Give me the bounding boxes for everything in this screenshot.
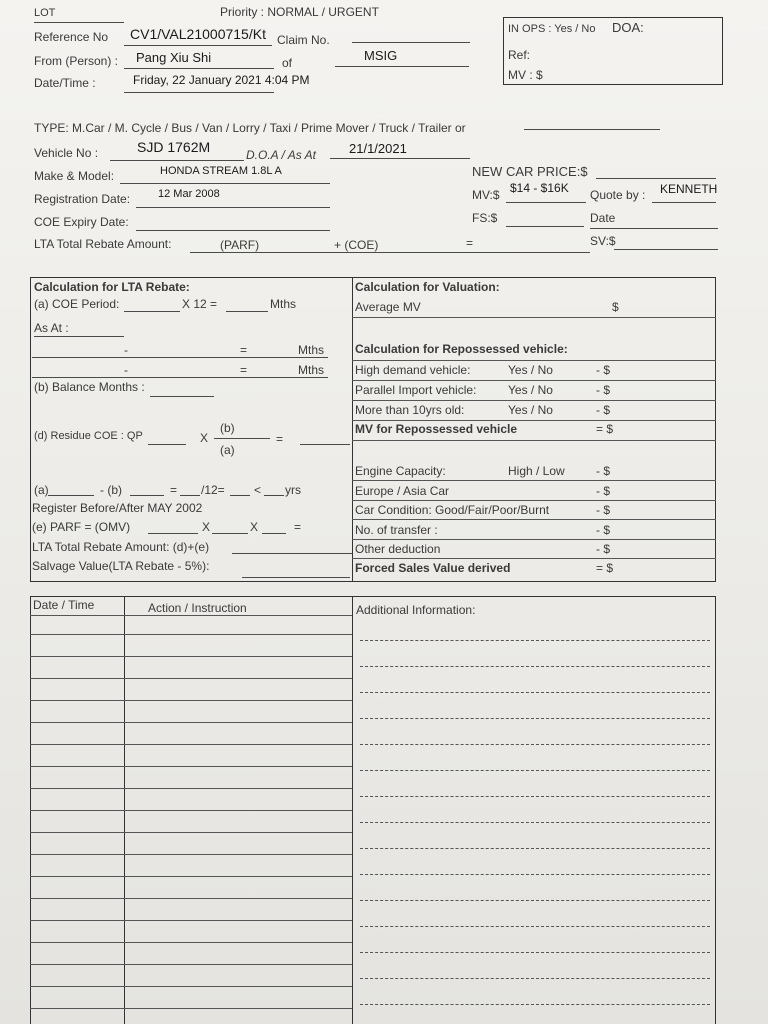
residue-result-line [300,444,350,445]
deduct-row-label: Other deduction [355,542,441,556]
log-line [30,876,352,877]
info-line [360,744,710,745]
repo-row-line [352,400,716,401]
mv-price-label: MV:$ [472,188,500,202]
log-action-header: Action / Instruction [148,601,247,615]
mv-price-value: $14 - $16K [510,181,569,195]
average-mv-line [352,317,716,318]
deduct-row-line [352,539,716,540]
priority-label: Priority : NORMAL / URGENT [220,5,379,19]
mths-label-3: Mths [298,363,325,377]
log-line [30,832,352,833]
of-value: MSIG [364,48,398,63]
lta-total-label: LTA Total Rebate Amount: (d)+(e) [32,540,210,554]
info-line [360,666,710,667]
parf-line-2 [212,533,248,534]
repo-row-yn: Yes / No [508,363,553,377]
sv-label: SV:$ [590,234,616,248]
years-c-line [180,495,200,496]
sv-line [614,249,718,250]
lta-total-line [232,553,352,554]
datetime-label: Date/Time : [34,76,96,90]
lta-equals: = [466,236,474,250]
years-c: = [170,483,178,497]
info-line [360,640,710,641]
years-a: (a) [34,483,49,497]
log-date-header: Date / Time [33,598,95,612]
mv-repo-line [352,440,716,441]
info-line [360,770,710,771]
eq-4: = [294,520,302,534]
make-value: HONDA STREAM 1.8L A [160,165,282,177]
info-line [360,978,710,979]
quote-line [652,202,716,203]
reference-value: CV1/VAL21000715/Kt [130,26,266,42]
from-label: From (Person) : [34,54,119,68]
info-line [360,874,710,875]
calc-divider [352,277,353,582]
deduct-row-label: No. of transfer : [355,523,438,537]
mths-label-2: Mths [298,343,325,357]
deduct-row-sign: - $ [596,503,611,517]
log-header-line [30,615,352,616]
x-label-2: X [202,520,211,534]
doa-asat-value: 21/1/2021 [349,141,407,156]
eq-2: = [240,363,248,377]
doa-asat-label: D.O.A / As At [246,148,317,162]
log-line [30,1008,352,1009]
reference-label: Reference No [34,30,109,44]
type-other-line [524,129,660,130]
log-line [30,810,352,811]
parf-label: (PARF) [220,238,260,252]
new-car-price-label: NEW CAR PRICE:$ [472,164,588,179]
info-line [360,926,710,927]
parf-calc-label: (e) PARF = (OMV) [32,520,131,534]
lot-label: LOT [34,7,56,19]
log-line [30,898,352,899]
mv-label: MV : $ [508,68,543,82]
lot-line [34,22,124,23]
quote-value: KENNETH [660,182,718,196]
as-at-row-line-1 [32,357,328,358]
dash-2: - [124,363,128,377]
log-line [30,656,352,657]
years-b-line [130,495,164,496]
valuation-title: Calculation for Valuation: [355,280,500,294]
lta-line [190,252,590,253]
datetime-line [124,92,274,93]
average-mv-label: Average MV [355,300,421,314]
info-line [360,952,710,953]
deduct-row-sign: - $ [596,484,611,498]
balance-label: (b) Balance Months : [34,380,145,394]
from-line [124,68,274,69]
ref-label: Ref: [508,48,531,62]
deduct-row-sign: - $ [596,523,611,537]
coe-line [136,230,330,231]
salvage-label: Salvage Value(LTA Rebate - 5%): [32,559,210,573]
mv-repo-label: MV for Repossessed vehicle [355,422,518,436]
coe-plus-label: + (COE) [334,238,379,252]
x12-label: X 12 = [182,297,218,311]
average-mv-dollar: $ [612,300,619,314]
log-line [30,722,352,723]
reg-value: 12 Mar 2008 [158,188,220,200]
x12-line [226,311,268,312]
eq-1: = [240,343,248,357]
lta-label: LTA Total Rebate Amount: [34,237,172,251]
coe-label: COE Expiry Date: [34,215,129,229]
new-car-price-line [596,178,716,179]
info-line [360,1004,710,1005]
residue-label: (d) Residue COE : QP [34,430,143,442]
mv-price-line [506,202,586,203]
from-value: Pang Xiu Shi [136,50,212,65]
balance-line [150,396,214,397]
log-divider-2 [352,596,353,1024]
log-line [30,854,352,855]
of-label: of [282,56,293,70]
info-line [360,848,710,849]
coe-period-label: (a) COE Period: [34,297,120,311]
repo-row-line [352,420,716,421]
log-line [30,634,352,635]
info-line [360,796,710,797]
salvage-line [242,577,350,578]
log-line [30,744,352,745]
deduct-row-line [352,558,716,559]
repo-row-sign: - $ [596,363,611,377]
type-line: TYPE: M.Car / M. Cycle / Bus / Van / Lorry / Taxi / Prime Mover / Truck / Trailer or [34,121,466,135]
parf-line-1 [148,533,198,534]
forced-label: Forced Sales Value derived [355,561,511,575]
lta-title: Calculation for LTA Rebate: [34,280,190,294]
vehicle-no-value: SJD 1762M [137,139,211,155]
log-line [30,942,352,943]
years-d-line [230,495,250,496]
repo-row-label: High demand vehicle: [355,363,471,377]
repo-row-label: More than 10yrs old: [355,403,465,417]
years-f: yrs [285,483,301,497]
fs-label: FS:$ [472,211,498,225]
years-a-line [48,495,94,496]
mths-label-1: Mths [270,297,297,311]
x-label-1: X [200,431,209,445]
years-b: - (b) [100,483,122,497]
reference-line [124,45,272,46]
years-d: /12= [201,483,225,497]
vehicle-no-line [110,160,244,161]
repo-row-sign: - $ [596,403,611,417]
qp-line [148,444,186,445]
years-e-line [264,495,284,496]
frac-bottom: (a) [220,443,235,457]
quote-label: Quote by : [590,188,646,202]
repo-row-yn: Yes / No [508,403,553,417]
log-line [30,700,352,701]
repo-row-label: Parallel Import vehicle: [355,383,477,397]
vehicle-no-label: Vehicle No : [34,146,99,160]
dash-1: - [124,343,128,357]
reg-label: Registration Date: [34,192,131,206]
frac-top: (b) [220,421,235,435]
datetime-value: Friday, 22 January 2021 4:04 PM [133,73,310,87]
frac-line [214,438,270,439]
parf-line-3 [262,533,286,534]
date-label: Date [590,211,616,225]
repo-row-sign: - $ [596,383,611,397]
info-line [360,900,710,901]
deduct-row-label: Europe / Asia Car [355,484,450,498]
log-line [30,766,352,767]
deduct-row-sign: - $ [596,542,611,556]
mv-repo-sign: = $ [596,422,614,436]
deduct-row-line [352,500,716,501]
deduct-row-label: Engine Capacity: [355,464,446,478]
info-line [360,822,710,823]
repo-row-yn: Yes / No [508,383,553,397]
deduct-row-label: Car Condition: Good/Fair/Poor/Burnt [355,503,550,517]
as-at-line [34,336,124,337]
log-line [30,986,352,987]
claim-line [352,42,470,43]
repo-row-line [352,380,716,381]
repo-title: Calculation for Repossessed vehicle: [355,342,568,356]
log-line [30,678,352,679]
as-at-row-line-2 [32,377,328,378]
fs-line [506,226,584,227]
log-line [30,788,352,789]
deduct-row-line [352,480,716,481]
make-line [120,183,330,184]
doa-line [330,158,470,159]
date-line [590,228,718,229]
info-line [360,718,710,719]
reg-line [136,207,330,208]
repo-row-top [352,360,716,361]
doa-label: DOA: [612,20,644,35]
deduct-row-line [352,519,716,520]
forced-sign: = $ [596,561,614,575]
years-e: < [254,483,262,497]
deduct-row-sign: - $ [596,464,611,478]
make-label: Make & Model: [34,169,115,183]
of-line [335,66,469,67]
claim-label: Claim No. [277,33,330,47]
deduct-row-extra: High / Low [508,464,565,478]
info-line [360,692,710,693]
coe-period-line [124,311,180,312]
log-info-header: Additional Information: [356,603,476,617]
register-label: Register Before/After MAY 2002 [32,501,203,515]
log-line [30,964,352,965]
log-line [30,920,352,921]
eq-3: = [276,432,284,446]
in-ops-label: IN OPS : Yes / No [508,23,596,35]
as-at-label: As At : [34,321,69,335]
x-label-3: X [250,520,259,534]
